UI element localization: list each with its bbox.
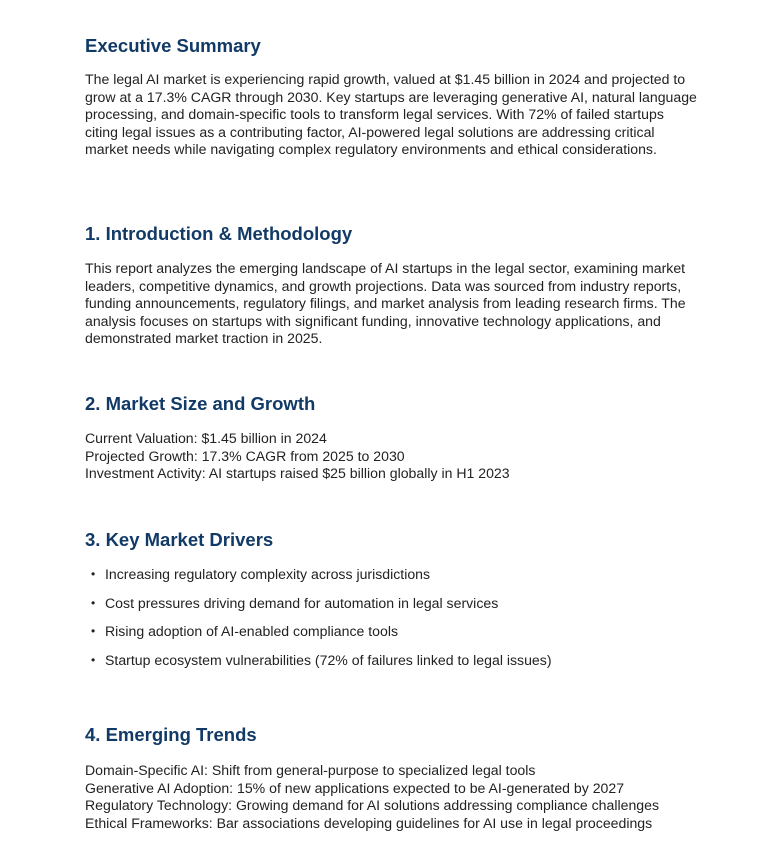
market-size-line: Current Valuation: $1.45 billion in 2024 [85, 430, 327, 446]
drivers-heading: 3. Key Market Drivers [85, 529, 274, 550]
trend-line: Domain-Specific AI: Shift from general-purpose to specialized legal tools [85, 762, 536, 778]
trends-list [85, 762, 659, 832]
bullet-icon: • [91, 595, 96, 610]
market-size-line: Projected Growth: 17.3% CAGR from 2025 to 2030 [85, 447, 405, 464]
drivers-list [91, 566, 552, 680]
bullet-icon: • [91, 567, 96, 581]
list-item [91, 623, 552, 652]
market-size-list [85, 430, 510, 483]
market-size-line: Investment Activity: AI startups raised $25 billion globally in H1 2023 [85, 465, 510, 482]
trend-line: Regulatory Technology: Growing demand for AI solutions addressing compliance challenges [85, 797, 660, 814]
driver-text: Cost pressures driving demand for automation in legal services [105, 594, 499, 611]
market-size-heading: 2. Market Size and Growth [85, 393, 316, 414]
trend-line: Ethical Frameworks: Bar associations developing guidelines for AI use in legal proceedings [85, 814, 653, 831]
introduction-body: This report analyzes the emerging landscape of AI startups in the legal sector, examining market leaders, competitive dynamics, and growth projections. Data was sourced from industry reports, funding announcements, regulatory filings, and market analysis from leading research firms. The analysis focuses on startups with significant funding, innovative technology applications, and demonstrated market traction in 2025. [85, 260, 686, 347]
driver-text: Increasing regulatory complexity across jurisdictions [105, 566, 431, 582]
list-item [91, 595, 552, 624]
executive-summary-heading: Executive Summary [85, 35, 261, 56]
driver-text: Rising adoption of AI-enabled compliance tools [105, 623, 399, 639]
list-item [91, 566, 552, 595]
bullet-icon: • [91, 624, 96, 638]
bullet-icon: • [91, 652, 96, 667]
executive-summary-body: The legal AI market is experiencing rapid growth, valued at $1.45 billion in 2024 and projected to grow at a 17.3% CAGR through 2030. Key startups are leveraging generative AI, natural language processing, and domain-specific tools to transform legal services. With 72% of failed startups citing legal issues as a contributing factor, AI-powered legal solutions are addressing critical market needs while navigating complex regulatory environments and ethical considerations. [85, 71, 697, 158]
trend-line: Generative AI Adoption: 15% of new applications expected to be AI-generated by 2027 [85, 779, 625, 796]
list-item [91, 652, 552, 681]
driver-text: Startup ecosystem vulnerabilities (72% of failures linked to legal issues) [105, 651, 552, 668]
introduction-heading: 1. Introduction & Methodology [85, 223, 353, 244]
trends-heading: 4. Emerging Trends [85, 724, 257, 745]
